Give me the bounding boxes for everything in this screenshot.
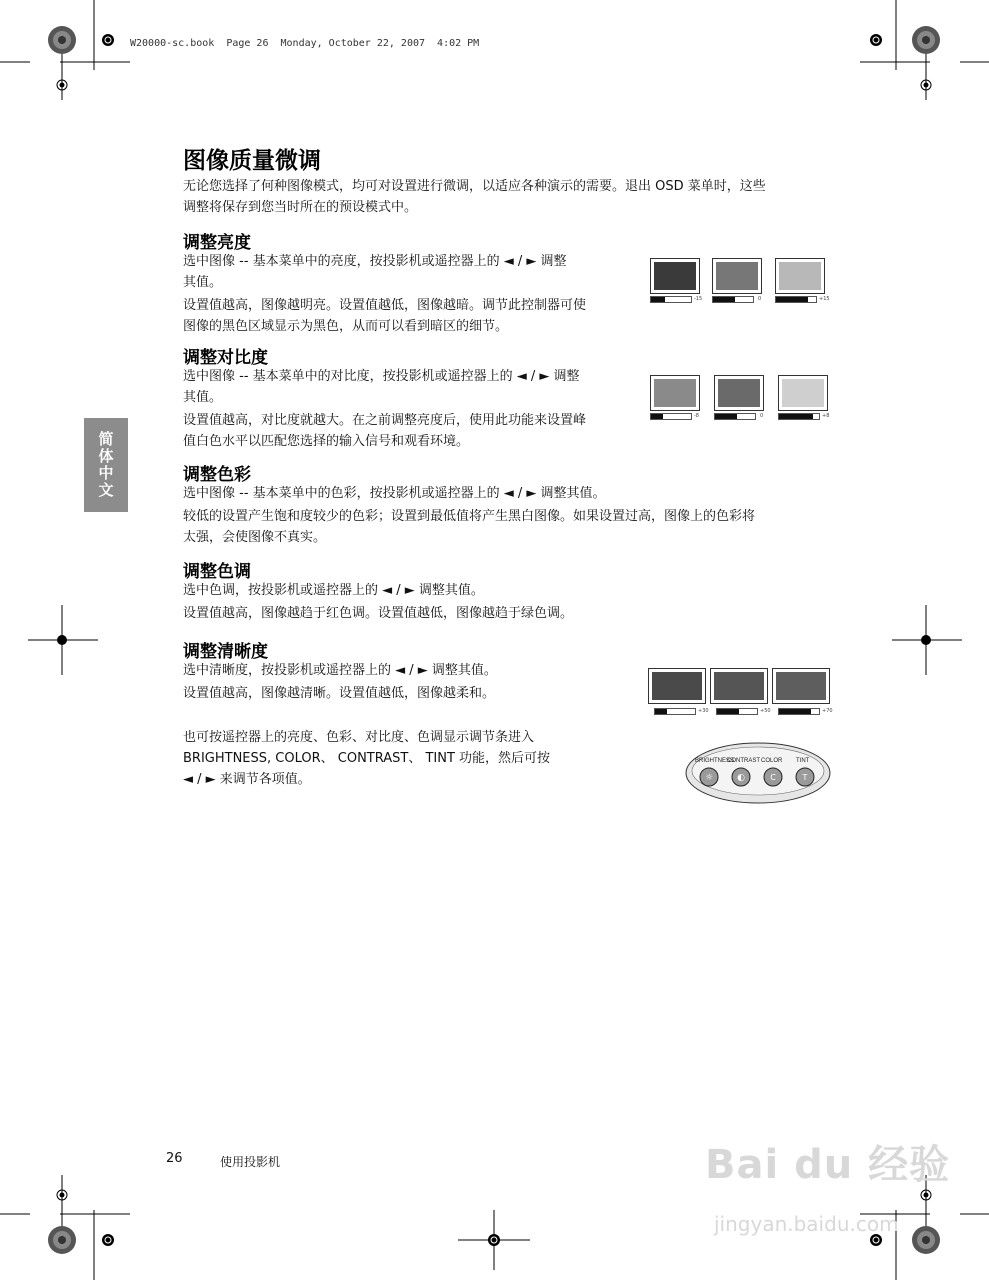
section-body-brightness — [183, 251, 643, 337]
sun-icon: ☼ — [704, 773, 714, 783]
section-heading-color: 调整色彩 — [183, 465, 251, 485]
preview-thumbnail — [712, 258, 762, 294]
section-heading-contrast: 调整对比度 — [183, 348, 268, 368]
tint-icon: T — [802, 773, 808, 782]
body-line: 较低的设置产生饱和度较少的色彩；设置到最低值将产生黑白图像。如果设置过高，图像上的色彩将 — [183, 509, 756, 524]
preview-thumbnail — [778, 375, 828, 411]
body-line: BRIGHTNESS, COLOR、 CONTRAST、 TINT 功能，然后可按 — [183, 751, 551, 766]
body-line: 值白色水平以匹配您选择的输入信号和观看环境。 — [183, 434, 470, 449]
contrast-icon: ◐ — [737, 773, 745, 783]
preview-bar — [716, 708, 758, 715]
body-line: ◄ / ► 来调节各项值。 — [183, 772, 311, 787]
preview-thumbnail — [714, 375, 764, 411]
body-line: 设置值越高，图像越清晰。设置值越低，图像越柔和。 — [183, 686, 496, 701]
body-line: 设置值越高，对比度就越大。在之前调整亮度后，使用此功能来设置峰 — [183, 413, 587, 428]
page-number: 26 — [166, 1151, 183, 1166]
contrast-previews — [650, 375, 832, 425]
remote-label-color: COLOR — [761, 758, 783, 764]
preview-bar — [778, 708, 820, 715]
body-line: 选中图像 -- 基本菜单中的对比度，按投影机或遥控器上的 ◄ / ► 调整 — [183, 369, 580, 384]
tint-button[interactable] — [796, 768, 814, 786]
watermark-logo: Bai du 经验 — [705, 1142, 951, 1188]
preview-thumbnail — [650, 375, 700, 411]
color-icon: C — [770, 773, 776, 782]
contrast-button[interactable] — [732, 768, 750, 786]
body-line: 设置值越高，图像越趋于红色调。设置值越低，图像越趋于绿色调。 — [183, 606, 574, 621]
preview-bar — [775, 296, 817, 303]
section-body-tint — [183, 580, 833, 624]
footer-chapter-title: 使用投影机 — [220, 1155, 281, 1169]
preview-value: 0 — [760, 413, 764, 419]
body-line: 选中图像 -- 基本菜单中的色彩，按投影机或遥控器上的 ◄ / ► 调整其值。 — [183, 486, 606, 501]
preview-thumbnail — [775, 258, 825, 294]
body-line: 选中清晰度，按投影机或遥控器上的 ◄ / ► 调整其值。 — [183, 663, 497, 678]
section-body-contrast — [183, 366, 643, 452]
language-side-tab: 简体中文 — [84, 418, 128, 512]
preview-value: -15 — [694, 296, 703, 302]
section-body-color — [183, 483, 833, 548]
book-meta-header: W20000-sc.book Page 26 Monday, October 22, 2007 4:02 PM — [130, 38, 480, 49]
preview-thumbnail — [710, 668, 768, 704]
preview-thumbnail — [648, 668, 706, 704]
sharpness-previews — [648, 668, 832, 720]
preview-bar — [650, 296, 692, 303]
body-line: 也可按遥控器上的亮度、色彩、对比度、色调显示调节条进入 — [183, 730, 535, 745]
brightness-previews — [650, 258, 832, 308]
preview-bar — [714, 413, 756, 420]
brightness-button[interactable] — [700, 768, 718, 786]
body-line: 选中图像 -- 基本菜单中的亮度，按投影机或遥控器上的 ◄ / ► 调整 — [183, 254, 567, 269]
body-line: 设置值越高，图像越明亮。设置值越低，图像越暗。调节此控制器可使 — [183, 298, 587, 313]
preview-value: 0 — [758, 296, 762, 302]
section-heading-sharpness: 调整清晰度 — [183, 642, 268, 662]
preview-bar — [778, 413, 820, 420]
preview-value: +70 — [822, 708, 833, 714]
remote-note — [183, 727, 603, 790]
section-heading-tint: 调整色调 — [183, 562, 251, 582]
intro-paragraph — [183, 176, 833, 218]
preview-thumbnail — [650, 258, 700, 294]
preview-value: +15 — [819, 296, 830, 302]
body-line: 其值。 — [183, 390, 223, 405]
remote-label-brightness: BRIGHTNESS — [695, 758, 735, 764]
color-button[interactable] — [764, 768, 782, 786]
preview-value: +30 — [698, 708, 709, 714]
body-line: 其值。 — [183, 275, 223, 290]
body-line: 图像的黑色区域显示为黑色，从而可以看到暗区的细节。 — [183, 319, 509, 334]
intro-line: 无论您选择了何种图像模式，均可对设置进行微调，以适应各种演示的需要。退出 OSD 菜单时，这些 — [183, 179, 766, 194]
preview-bar — [712, 296, 754, 303]
remote-control-illustration — [683, 735, 833, 805]
preview-value: -8 — [694, 413, 699, 419]
preview-value: +8 — [822, 413, 830, 419]
watermark-url: jingyan.baidu.com — [714, 1212, 899, 1236]
preview-bar — [654, 708, 696, 715]
preview-value: +50 — [760, 708, 771, 714]
section-body-sharpness — [183, 660, 643, 704]
preview-bar — [650, 413, 692, 420]
remote-label-tint: TINT — [796, 758, 810, 764]
preview-thumbnail — [772, 668, 830, 704]
section-heading-brightness: 调整亮度 — [183, 233, 251, 253]
body-line: 选中色调，按投影机或遥控器上的 ◄ / ► 调整其值。 — [183, 583, 484, 598]
intro-line: 调整将保存到您当时所在的预设模式中。 — [183, 200, 418, 215]
page-title: 图像质量微调 — [183, 148, 321, 174]
body-line: 太强，会使图像不真实。 — [183, 530, 327, 545]
remote-label-contrast: CONTRAST — [727, 758, 760, 764]
